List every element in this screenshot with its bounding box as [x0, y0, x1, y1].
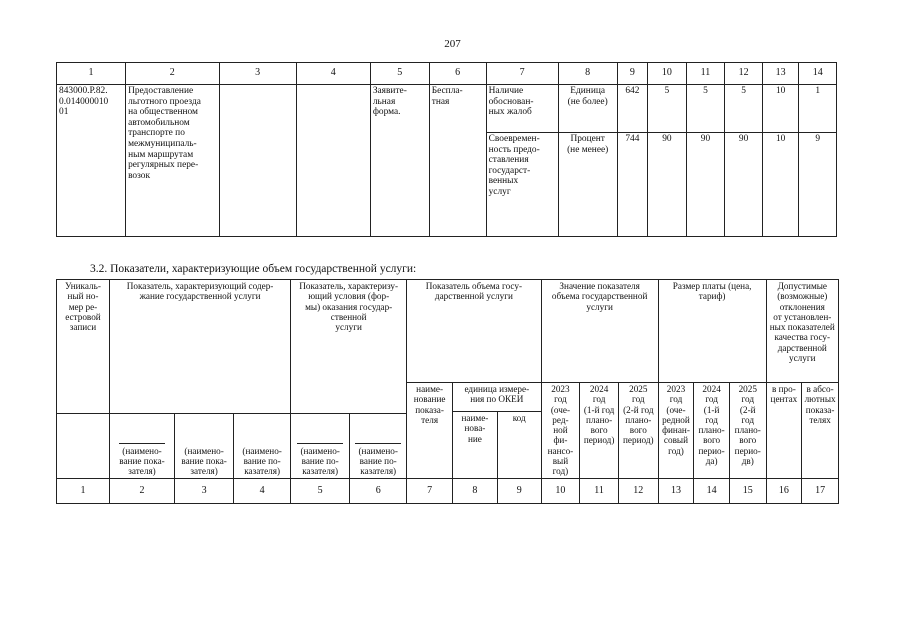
- condition-indicator-header: Показатель, характеризу- ющий условия (фор- мы) оказания государ- ственной услуги: [291, 280, 407, 414]
- service-payment: Беспла- тная: [429, 85, 486, 237]
- service-form: Заявите- льная форма.: [370, 85, 429, 237]
- col-num: 5: [291, 478, 350, 503]
- col-num: 13: [762, 63, 799, 85]
- col-num: 13: [658, 478, 694, 503]
- header-row: [57, 280, 839, 383]
- col-num: 7: [486, 63, 558, 85]
- col-num: 11: [580, 478, 619, 503]
- fee-header: Размер платы (цена, тариф): [658, 280, 766, 383]
- blank-line: [119, 443, 165, 444]
- okei-code: 744: [617, 133, 647, 237]
- deviation-percent: 10: [762, 133, 799, 237]
- indicator-name: Своевремен- ность предо- ставления государст- венных услуг: [486, 133, 558, 237]
- volume-indicator-header: Показатель объема госу- дарственной услуги: [407, 280, 541, 383]
- col-num: 2: [126, 63, 219, 85]
- condition-indicator-name: [350, 413, 407, 478]
- registry-code: 843000.Р.82. 0.014000010 01: [57, 85, 126, 237]
- content-indicator-header: Показатель, характеризующий содер- жание государственной услуги: [109, 280, 290, 414]
- col-num: 15: [729, 478, 766, 503]
- col-num: 10: [541, 478, 580, 503]
- indicator-name: Наличие обоснован- ных жалоб: [486, 85, 558, 133]
- empty-cell: [219, 85, 296, 237]
- col-num: 5: [370, 63, 429, 85]
- col-num: 11: [686, 63, 725, 85]
- service-name: Предоставление льготного проезда на общественном автомобильном транспорте по межмуниципаль- ным маршрутам регулярных пере- возок: [126, 85, 219, 237]
- deviation-header: Допустимые (возможные) отклонения от установлен- ных показателей качества госу- дарственной услуги: [766, 280, 838, 383]
- page-number: 207: [444, 38, 461, 50]
- unit-name: Процент (не менее): [558, 133, 617, 237]
- fee-2024-header: 2024 год (1-й год плано- вого перио- да): [694, 383, 730, 479]
- col-num: 6: [429, 63, 486, 85]
- unit-okei-header: единица измере- ния по ОКЕИ: [453, 383, 542, 412]
- deviation-percent-header: в про- центах: [766, 383, 802, 479]
- condition-indicator-label: (наимено- вание по- казателя): [300, 445, 340, 477]
- unit-name: Единица (не более): [558, 85, 617, 133]
- okei-code: 642: [617, 85, 647, 133]
- content-indicator-name: [109, 413, 174, 478]
- fee-2025-header: 2025 год (2-й год плано- вого перио- дв): [729, 383, 766, 479]
- content-indicator-name: (наимено- вание по- казателя): [234, 413, 291, 478]
- col-num: 3: [175, 478, 234, 503]
- column-numbers-row: [57, 478, 839, 503]
- col-num: 4: [296, 63, 370, 85]
- value-2023: 5: [648, 85, 687, 133]
- col-num: 12: [725, 63, 763, 85]
- table-row: [57, 85, 837, 133]
- col-num: 8: [453, 478, 498, 503]
- blank-line: [297, 443, 343, 444]
- value-2024: 5: [686, 85, 725, 133]
- quality-indicators-table: [56, 62, 837, 237]
- content-indicator-label: (наимено- вание пока- зателя): [119, 445, 165, 477]
- unique-number-header: Уникаль- ный но- мер ре- естровой записи: [57, 280, 110, 414]
- col-num: 9: [617, 63, 647, 85]
- empty-cell: [57, 413, 110, 478]
- value-2024-header: 2024 год (1-й год плано- вого период): [580, 383, 619, 479]
- col-num: 9: [497, 478, 541, 503]
- col-num: 6: [350, 478, 407, 503]
- value-2023: 90: [648, 133, 687, 237]
- unit-name-header: наиме- нова- ние: [453, 412, 498, 479]
- value-2025: 90: [725, 133, 763, 237]
- value-2025-header: 2025 год (2-й год плано- вого период): [618, 383, 658, 479]
- value-2024: 90: [686, 133, 725, 237]
- col-num: 3: [219, 63, 296, 85]
- value-2025: 5: [725, 85, 763, 133]
- col-num: 14: [694, 478, 730, 503]
- empty-cell: [296, 85, 370, 237]
- deviation-absolute-header: в абсо- лютных показа- телях: [802, 383, 839, 479]
- fee-2023-header: 2023 год (оче- редной финан- совый год): [658, 383, 694, 479]
- col-num: 17: [802, 478, 839, 503]
- section-title: 3.2. Показатели, характеризующие объем государственной услуги:: [90, 263, 417, 275]
- unit-code-header: код: [497, 412, 541, 479]
- volume-value-header: Значение показателя объема государственной услуги: [541, 280, 658, 383]
- column-numbers-row: [57, 63, 837, 85]
- col-num: 1: [57, 63, 126, 85]
- value-2023-header: 2023 год (оче- ред- ной фи- нансо- вый год): [541, 383, 580, 479]
- indicator-name-header: наиме- нование показа- теля: [407, 383, 453, 479]
- col-num: 10: [648, 63, 687, 85]
- deviation-absolute: 1: [799, 85, 837, 133]
- col-num: 2: [109, 478, 174, 503]
- col-num: 16: [766, 478, 802, 503]
- blank-line: [355, 443, 401, 444]
- volume-indicators-table: [56, 279, 839, 504]
- col-num: 7: [407, 478, 453, 503]
- deviation-percent: 10: [762, 85, 799, 133]
- condition-indicator-name: [291, 413, 350, 478]
- deviation-absolute: 9: [799, 133, 837, 237]
- content-indicator-name: (наимено- вание пока- зателя): [175, 413, 234, 478]
- col-num: 8: [558, 63, 617, 85]
- col-num: 12: [618, 478, 658, 503]
- col-num: 14: [799, 63, 837, 85]
- condition-indicator-label: (наимено- вание по- казателя): [358, 445, 398, 477]
- col-num: 1: [57, 478, 110, 503]
- col-num: 4: [234, 478, 291, 503]
